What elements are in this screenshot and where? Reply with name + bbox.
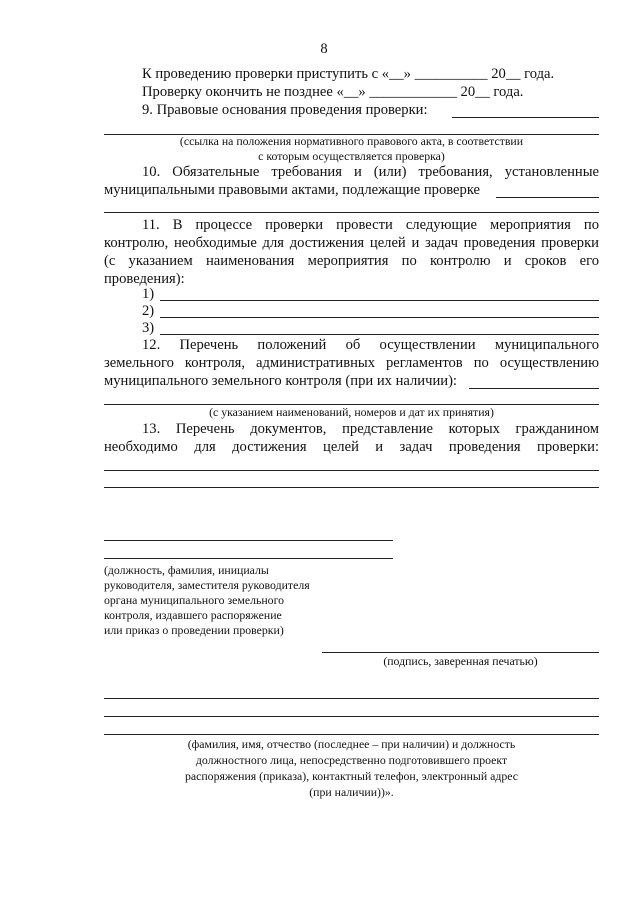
section-11-text: 11. В процессе проверки провести следующие мероприятия по — [142, 217, 599, 233]
position-note: руководителя, заместителя руководителя — [104, 578, 310, 592]
section-9-note: (ссылка на положения нормативного правового акта, в соответствии — [179, 134, 524, 148]
inspection-start-line: К проведению проверки приступить с «__» __________ 20__ года. — [142, 66, 555, 82]
section-11-text: проведения): — [104, 271, 185, 287]
official-note: должностного лица, непосредственно подготовившего проект — [195, 753, 508, 767]
position-note: контроля, издавшего распоряжение — [104, 608, 282, 622]
signature-note: (подпись, заверенная печатью) — [383, 654, 538, 668]
list-item-number: 3) — [142, 320, 155, 336]
section-13-text: необходимо для достижения целей и задач проведения проверки: — [104, 439, 599, 455]
official-note: распоряжения (приказа), контактный телефон, электронный адрес — [185, 769, 518, 783]
section-11-text: контролю, необходимые для достижения целей и задач проведения проверки — [104, 235, 599, 251]
official-line — [104, 734, 599, 735]
section-12-text: земельного контроля, административных регламентов по осуществлению — [104, 355, 599, 371]
section-12-text: 12. Перечень положений об осуществлении муниципального — [142, 337, 599, 353]
section-13-line — [104, 487, 599, 488]
section-9-title: 9. Правовые основания проведения проверки: — [142, 102, 428, 118]
official-line — [104, 698, 599, 699]
section-9-fill-line — [452, 117, 599, 118]
position-note: органа муниципального земельного — [104, 593, 285, 607]
list-item-number: 1) — [142, 286, 155, 302]
page-number: 8 — [320, 41, 328, 57]
signature-line — [322, 652, 599, 653]
section-10-fill-line — [496, 197, 599, 198]
position-note: (должность, фамилия, инициалы — [104, 563, 269, 577]
list-item-line — [160, 334, 599, 335]
inspection-end-line: Проверку окончить не позднее «__» ____________ 20__ года. — [142, 84, 524, 100]
section-10-line — [104, 212, 599, 213]
list-item-line — [160, 300, 599, 301]
section-12-text: муниципального земельного контроля (при их наличии): — [104, 373, 457, 389]
list-item-number: 2) — [142, 303, 155, 319]
section-13-line — [104, 470, 599, 471]
official-line — [104, 716, 599, 717]
section-11-text: (с указанием наименования мероприятия по контролю и сроков его — [104, 253, 599, 269]
list-item-line — [160, 317, 599, 318]
section-9-note: с которым осуществляется проверка) — [258, 149, 445, 163]
position-line — [104, 558, 393, 559]
official-note: (при наличии))». — [309, 785, 394, 799]
section-12-fill-line — [469, 388, 599, 389]
official-note: (фамилия, имя, отчество (последнее – при наличии) и должность — [187, 737, 516, 751]
section-10-text: 10. Обязательные требования и (или) требования, установленные — [142, 164, 599, 180]
section-12-note: (с указанием наименований, номеров и дат их принятия) — [209, 405, 494, 419]
position-note: или приказ о проведении проверки) — [104, 623, 284, 637]
section-13-text: 13. Перечень документов, представление которых гражданином — [142, 421, 599, 437]
position-line — [104, 540, 393, 541]
section-10-text: муниципальными правовыми актами, подлежащие проверке — [104, 182, 481, 198]
